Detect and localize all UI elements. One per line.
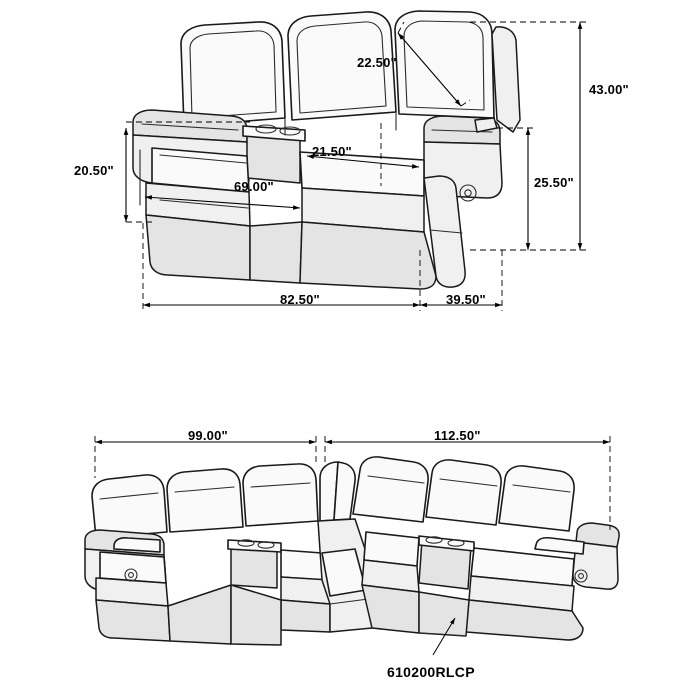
sectional-illustration: [85, 457, 619, 645]
dimension-label-39-50: 39.50": [446, 292, 486, 307]
dimension-label-112-50: 112.50": [434, 428, 481, 443]
dimension-label-69-00: 69.00": [234, 179, 274, 194]
dimension-label-21-50: 21.50": [312, 144, 352, 159]
dimension-label-43-00: 43.00": [589, 82, 629, 97]
dimension-label-99-00: 99.00": [188, 428, 228, 443]
dimension-label-25-50: 25.50": [534, 175, 574, 190]
dimension-label-22-50: 22.50": [357, 55, 397, 70]
dimension-label-82-50: 82.50": [280, 292, 320, 307]
part-number-label: 610200RLCP: [387, 664, 475, 680]
dimension-label-20-50: 20.50": [74, 163, 114, 178]
